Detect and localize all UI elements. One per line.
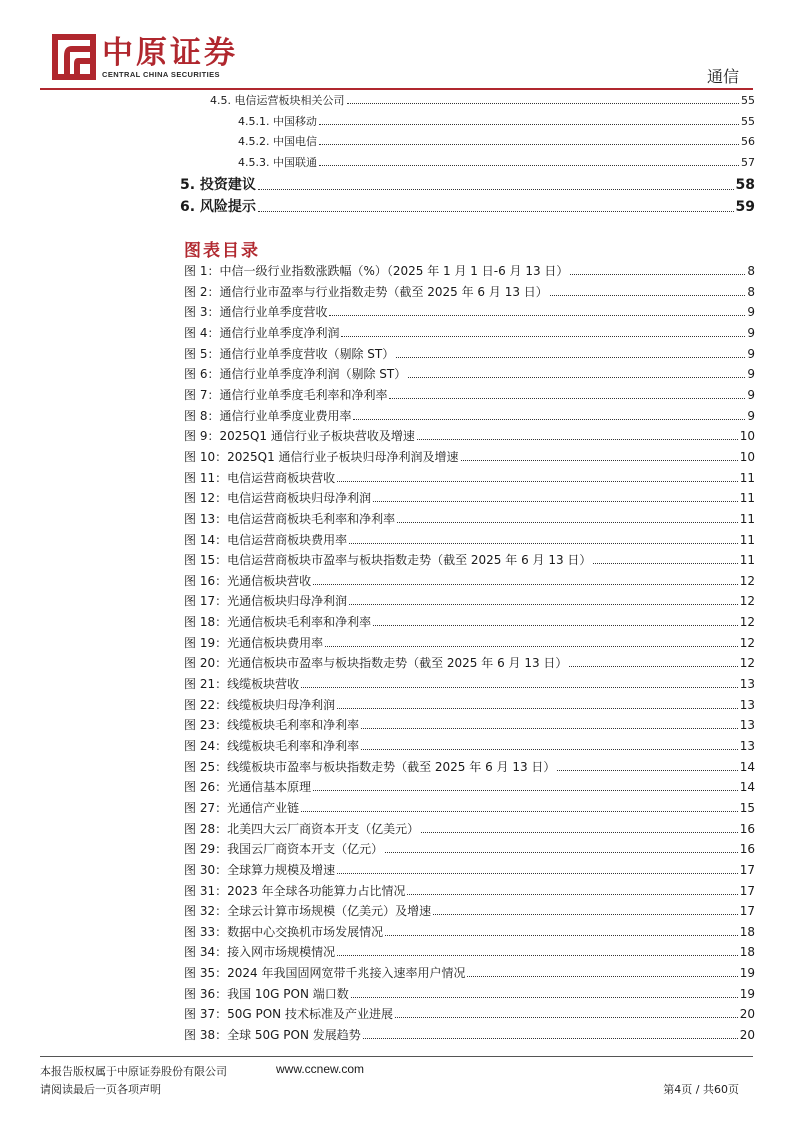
figure-entry[interactable] (184, 634, 755, 651)
dot-leader (433, 914, 738, 915)
toc-entry[interactable] (210, 92, 755, 108)
dot-leader (329, 315, 745, 316)
dot-leader (301, 811, 738, 812)
section-title: 通信 (706, 67, 739, 86)
figure-entry-label: 图 25：线缆板块市盈率与板块指数走势（截至 2025 年 6 月 13 日） (184, 759, 556, 774)
figure-entry-label: 图 2：通信行业市盈率与行业指数走势（截至 2025 年 6 月 13 日） (184, 284, 548, 299)
figure-entry[interactable] (184, 737, 755, 754)
figure-entry[interactable] (184, 985, 755, 1002)
figure-entry[interactable] (184, 551, 755, 568)
dot-leader (550, 295, 746, 296)
dot-leader (373, 625, 738, 626)
dot-leader (351, 997, 738, 998)
figure-entry-label: 图 31：2023 年全球各功能算力占比情况 (184, 883, 406, 898)
figure-entry[interactable] (184, 303, 755, 320)
figure-entry[interactable] (184, 902, 755, 919)
figure-entry[interactable] (184, 1026, 755, 1043)
dot-leader (417, 439, 738, 440)
dot-leader (258, 211, 734, 212)
footer-disclaimer: 请阅读最后一页各项声明 (40, 1083, 161, 1096)
figure-entry[interactable] (184, 510, 755, 527)
figure-entry-label: 图 15：电信运营商板块市盈率与板块指数走势（截至 2025 年 6 月 13 日） (184, 553, 592, 568)
dot-leader (258, 189, 734, 190)
figure-entry-page: 13 (739, 697, 755, 712)
dot-leader (349, 543, 738, 544)
figure-entry-label: 图 21：线缆板块营收 (184, 677, 300, 691)
footer-divider (40, 1056, 753, 1057)
figure-entry-label: 图 3：通信行业单季度营收 (184, 305, 328, 320)
toc-entry-page: 58 (735, 177, 755, 193)
dot-leader (461, 460, 738, 461)
figure-entry-label: 图 4：通信行业单季度净利润 (184, 325, 340, 340)
page-header (0, 0, 793, 92)
dot-leader (396, 357, 745, 358)
dot-leader (467, 976, 737, 977)
figure-entry[interactable] (184, 882, 755, 899)
figure-entry-page: 18 (739, 924, 755, 939)
dot-leader (408, 377, 745, 378)
toc-entry-page: 55 (741, 115, 755, 128)
figure-entry-page: 10 (739, 449, 755, 464)
figure-entry-page: 11 (739, 553, 755, 568)
figure-entry-label: 图 18：光通信板块毛利率和净利率 (184, 615, 372, 629)
figure-entry-label: 图 1：中信一级行业指数涨跌幅（%）（2025 年 1 月 1 日-6 月 13 日） (184, 264, 569, 278)
figure-entry-label: 图 23：线缆板块毛利率和净利率 (184, 718, 360, 733)
figure-entry[interactable] (184, 365, 755, 382)
figure-entry-page: 14 (739, 759, 755, 774)
figure-entry[interactable] (184, 283, 755, 300)
dot-leader (313, 584, 738, 585)
dot-leader (363, 1038, 738, 1039)
dot-leader (385, 852, 738, 853)
figure-entry-label: 图 22：线缆板块归母净利润 (184, 697, 336, 712)
dot-leader (337, 873, 738, 874)
figure-entry[interactable] (184, 531, 755, 548)
figure-entry-page: 18 (739, 945, 755, 960)
dot-leader (319, 165, 739, 166)
header-divider (40, 88, 753, 90)
dot-leader (397, 522, 738, 523)
dot-leader (593, 563, 737, 564)
figure-entry-label: 图 28：北美四大云厂商资本开支（亿美元） (184, 821, 420, 836)
dot-leader (361, 728, 738, 729)
figure-entry[interactable] (184, 923, 755, 940)
figure-entry[interactable] (184, 943, 755, 960)
figure-entry-page: 19 (739, 966, 755, 981)
figure-entry-page: 9 (747, 346, 755, 361)
figure-entry[interactable] (184, 489, 755, 506)
figure-entry[interactable] (184, 262, 755, 279)
figure-entry-page: 20 (739, 1028, 755, 1042)
figure-entry-page: 12 (739, 635, 755, 650)
figure-entry-page: 9 (747, 387, 755, 402)
figure-entry-label: 图 12：电信运营商板块归母净利润 (184, 491, 372, 506)
figure-entry[interactable] (184, 469, 755, 486)
toc-entry-label: 4.5. 电信运营板块相关公司 (210, 94, 345, 107)
dot-leader (395, 1017, 738, 1018)
toc-entry[interactable] (180, 174, 755, 194)
toc-entry-page: 56 (741, 135, 755, 148)
figure-entry-label: 图 17：光通信板块归母净利润 (184, 594, 348, 609)
figure-entry-label: 图 7：通信行业单季度毛利率和净利率 (184, 387, 388, 402)
figure-entry-label: 图 36：我国 10G PON 端口数 (184, 986, 349, 1001)
figure-entry[interactable] (184, 654, 755, 671)
figure-entry-page: 11 (739, 532, 755, 547)
figure-entry[interactable] (184, 345, 755, 362)
figure-entry-label: 图 33：数据中心交换机市场发展情况 (184, 924, 384, 939)
figure-entry-label: 图 24：线缆板块毛利率和净利率 (184, 739, 360, 753)
dot-leader (347, 103, 740, 104)
figure-entry-page: 11 (739, 491, 755, 506)
figure-entry[interactable] (184, 799, 755, 816)
dot-leader (341, 336, 745, 337)
figure-entry[interactable] (184, 592, 755, 609)
dot-leader (569, 666, 737, 667)
dot-leader (337, 955, 738, 956)
figure-entry-page: 12 (739, 615, 755, 629)
figure-entry-label: 图 37：50G PON 技术标准及产业进展 (184, 1007, 393, 1022)
dot-leader (319, 124, 739, 125)
dot-leader (373, 501, 738, 502)
dot-leader (557, 770, 737, 771)
figure-entry-label: 图 5：通信行业单季度营收（剔除 ST） (184, 346, 395, 361)
figure-entry-label: 图 9：2025Q1 通信行业子板块营收及增速 (184, 429, 415, 444)
figure-entry-label: 图 34：接入网市场规模情况 (184, 945, 336, 960)
figure-entry-page: 17 (739, 883, 755, 898)
dot-leader (337, 481, 738, 482)
figure-entry-label: 图 26：光通信基本原理 (184, 780, 312, 795)
figure-entry-page: 17 (739, 904, 755, 919)
figures-heading: 图表目录 (184, 241, 260, 261)
figure-entry-page: 9 (747, 305, 755, 320)
figure-entry[interactable] (184, 964, 755, 981)
figure-entry-label: 图 30：全球算力规模及增速 (184, 862, 336, 877)
dot-leader (337, 708, 738, 709)
figure-entry-label: 图 29：我国云厂商资本开支（亿元） (184, 842, 384, 857)
footer-url[interactable]: www.ccnew.com (276, 1062, 365, 1076)
logo-wordmark: 中原证券 (102, 35, 238, 71)
figure-entry-page: 16 (739, 842, 755, 857)
dot-leader (389, 398, 745, 399)
dot-leader (407, 894, 737, 895)
figure-entry-label: 图 16：光通信板块营收 (184, 573, 312, 588)
figure-entry-page: 8 (747, 284, 755, 299)
figure-entry[interactable] (184, 758, 755, 775)
figure-entry[interactable] (184, 613, 755, 630)
figure-entry-page: 12 (739, 573, 755, 588)
dot-leader (361, 749, 738, 750)
dot-leader (421, 832, 738, 833)
figure-entry[interactable] (184, 1005, 755, 1022)
figure-entry[interactable] (184, 386, 755, 403)
figure-entry-label: 图 6：通信行业单季度净利润（剔除 ST） (184, 367, 407, 382)
toc-entry-page: 55 (741, 94, 755, 107)
figure-entry-page: 9 (747, 408, 755, 423)
toc-entry[interactable] (180, 196, 755, 216)
figure-entry-page: 13 (739, 718, 755, 733)
figure-entry-label: 图 10：2025Q1 通信行业子板块归母净利润及增速 (184, 449, 459, 464)
figure-entry-label: 图 8：通信行业单季度业费用率 (184, 408, 352, 423)
figure-entry-label: 图 13：电信运营商板块毛利率和净利率 (184, 511, 396, 526)
figure-entry-label: 图 38：全球 50G PON 发展趋势 (184, 1028, 361, 1042)
dot-leader (349, 604, 738, 605)
figure-entry[interactable] (184, 572, 755, 589)
figure-entry-page: 10 (739, 429, 755, 444)
toc-entry-label: 4.5.2. 中国电信 (238, 135, 317, 148)
figure-entry[interactable] (184, 861, 755, 878)
dot-leader (313, 790, 738, 791)
figure-entry[interactable] (184, 820, 755, 837)
toc-entry-page: 59 (735, 199, 755, 215)
dot-leader (319, 144, 739, 145)
figure-entry-label: 图 20：光通信板块市盈率与板块指数走势（截至 2025 年 6 月 13 日） (184, 656, 568, 671)
figure-entry-page: 8 (747, 264, 755, 278)
figure-entry-page: 20 (739, 1007, 755, 1022)
figure-entry-page: 15 (739, 800, 755, 815)
figure-entry[interactable] (184, 324, 755, 341)
figure-entry-page: 13 (739, 739, 755, 753)
figure-entry-label: 图 27：光通信产业链 (184, 800, 300, 815)
dot-leader (301, 687, 738, 688)
figure-entry-label: 图 35：2024 年我国固网宽带千兆接入速率用户情况 (184, 966, 466, 981)
figure-entry-page: 11 (739, 470, 755, 485)
footer-copyright: 本报告版权属于中原证券股份有限公司 (40, 1065, 227, 1078)
figure-entry-page: 12 (739, 656, 755, 671)
dot-leader (325, 646, 738, 647)
figure-entry-label: 图 14：电信运营商板块费用率 (184, 532, 348, 547)
figure-entry-page: 9 (747, 325, 755, 340)
figure-entry[interactable] (184, 778, 755, 795)
figure-entry-page: 16 (739, 821, 755, 836)
toc-entry-label: 4.5.3. 中国联通 (238, 156, 317, 169)
toc-entry-page: 57 (741, 156, 755, 169)
figure-entry-page: 12 (739, 594, 755, 609)
figure-entry[interactable] (184, 407, 755, 424)
figure-entry-label: 图 32：全球云计算市场规模（亿美元）及增速 (184, 904, 432, 919)
figure-entry[interactable] (184, 675, 755, 692)
toc-entry-label: 5. 投资建议 (180, 177, 256, 193)
toc-entry[interactable] (238, 154, 755, 170)
logo-icon (52, 34, 96, 80)
figure-entry-page: 13 (739, 677, 755, 691)
figure-entry[interactable] (184, 427, 755, 444)
figure-entry-label: 图 19：光通信板块费用率 (184, 635, 324, 650)
figure-entry-page: 19 (739, 986, 755, 1001)
figure-entry[interactable] (184, 716, 755, 733)
logo-english: CENTRAL CHINA SECURITIES (102, 70, 220, 79)
figure-entry[interactable] (184, 696, 755, 713)
figure-entry-label: 图 11：电信运营商板块营收 (184, 470, 336, 485)
toc-entry-label: 6. 风险提示 (180, 199, 256, 215)
dot-leader (353, 419, 745, 420)
figure-entry[interactable] (184, 448, 755, 465)
dot-leader (570, 274, 745, 275)
dot-leader (385, 935, 738, 936)
toc-entry[interactable] (238, 113, 755, 129)
figure-entry[interactable] (184, 840, 755, 857)
figure-entry-page: 11 (739, 511, 755, 526)
page-number: 第4页 / 共60页 (663, 1083, 739, 1096)
figure-entry-page: 14 (739, 780, 755, 795)
figure-entry-page: 17 (739, 862, 755, 877)
toc-entry[interactable] (238, 133, 755, 149)
toc-entry-label: 4.5.1. 中国移动 (238, 115, 317, 128)
figure-entry-page: 9 (747, 367, 755, 382)
